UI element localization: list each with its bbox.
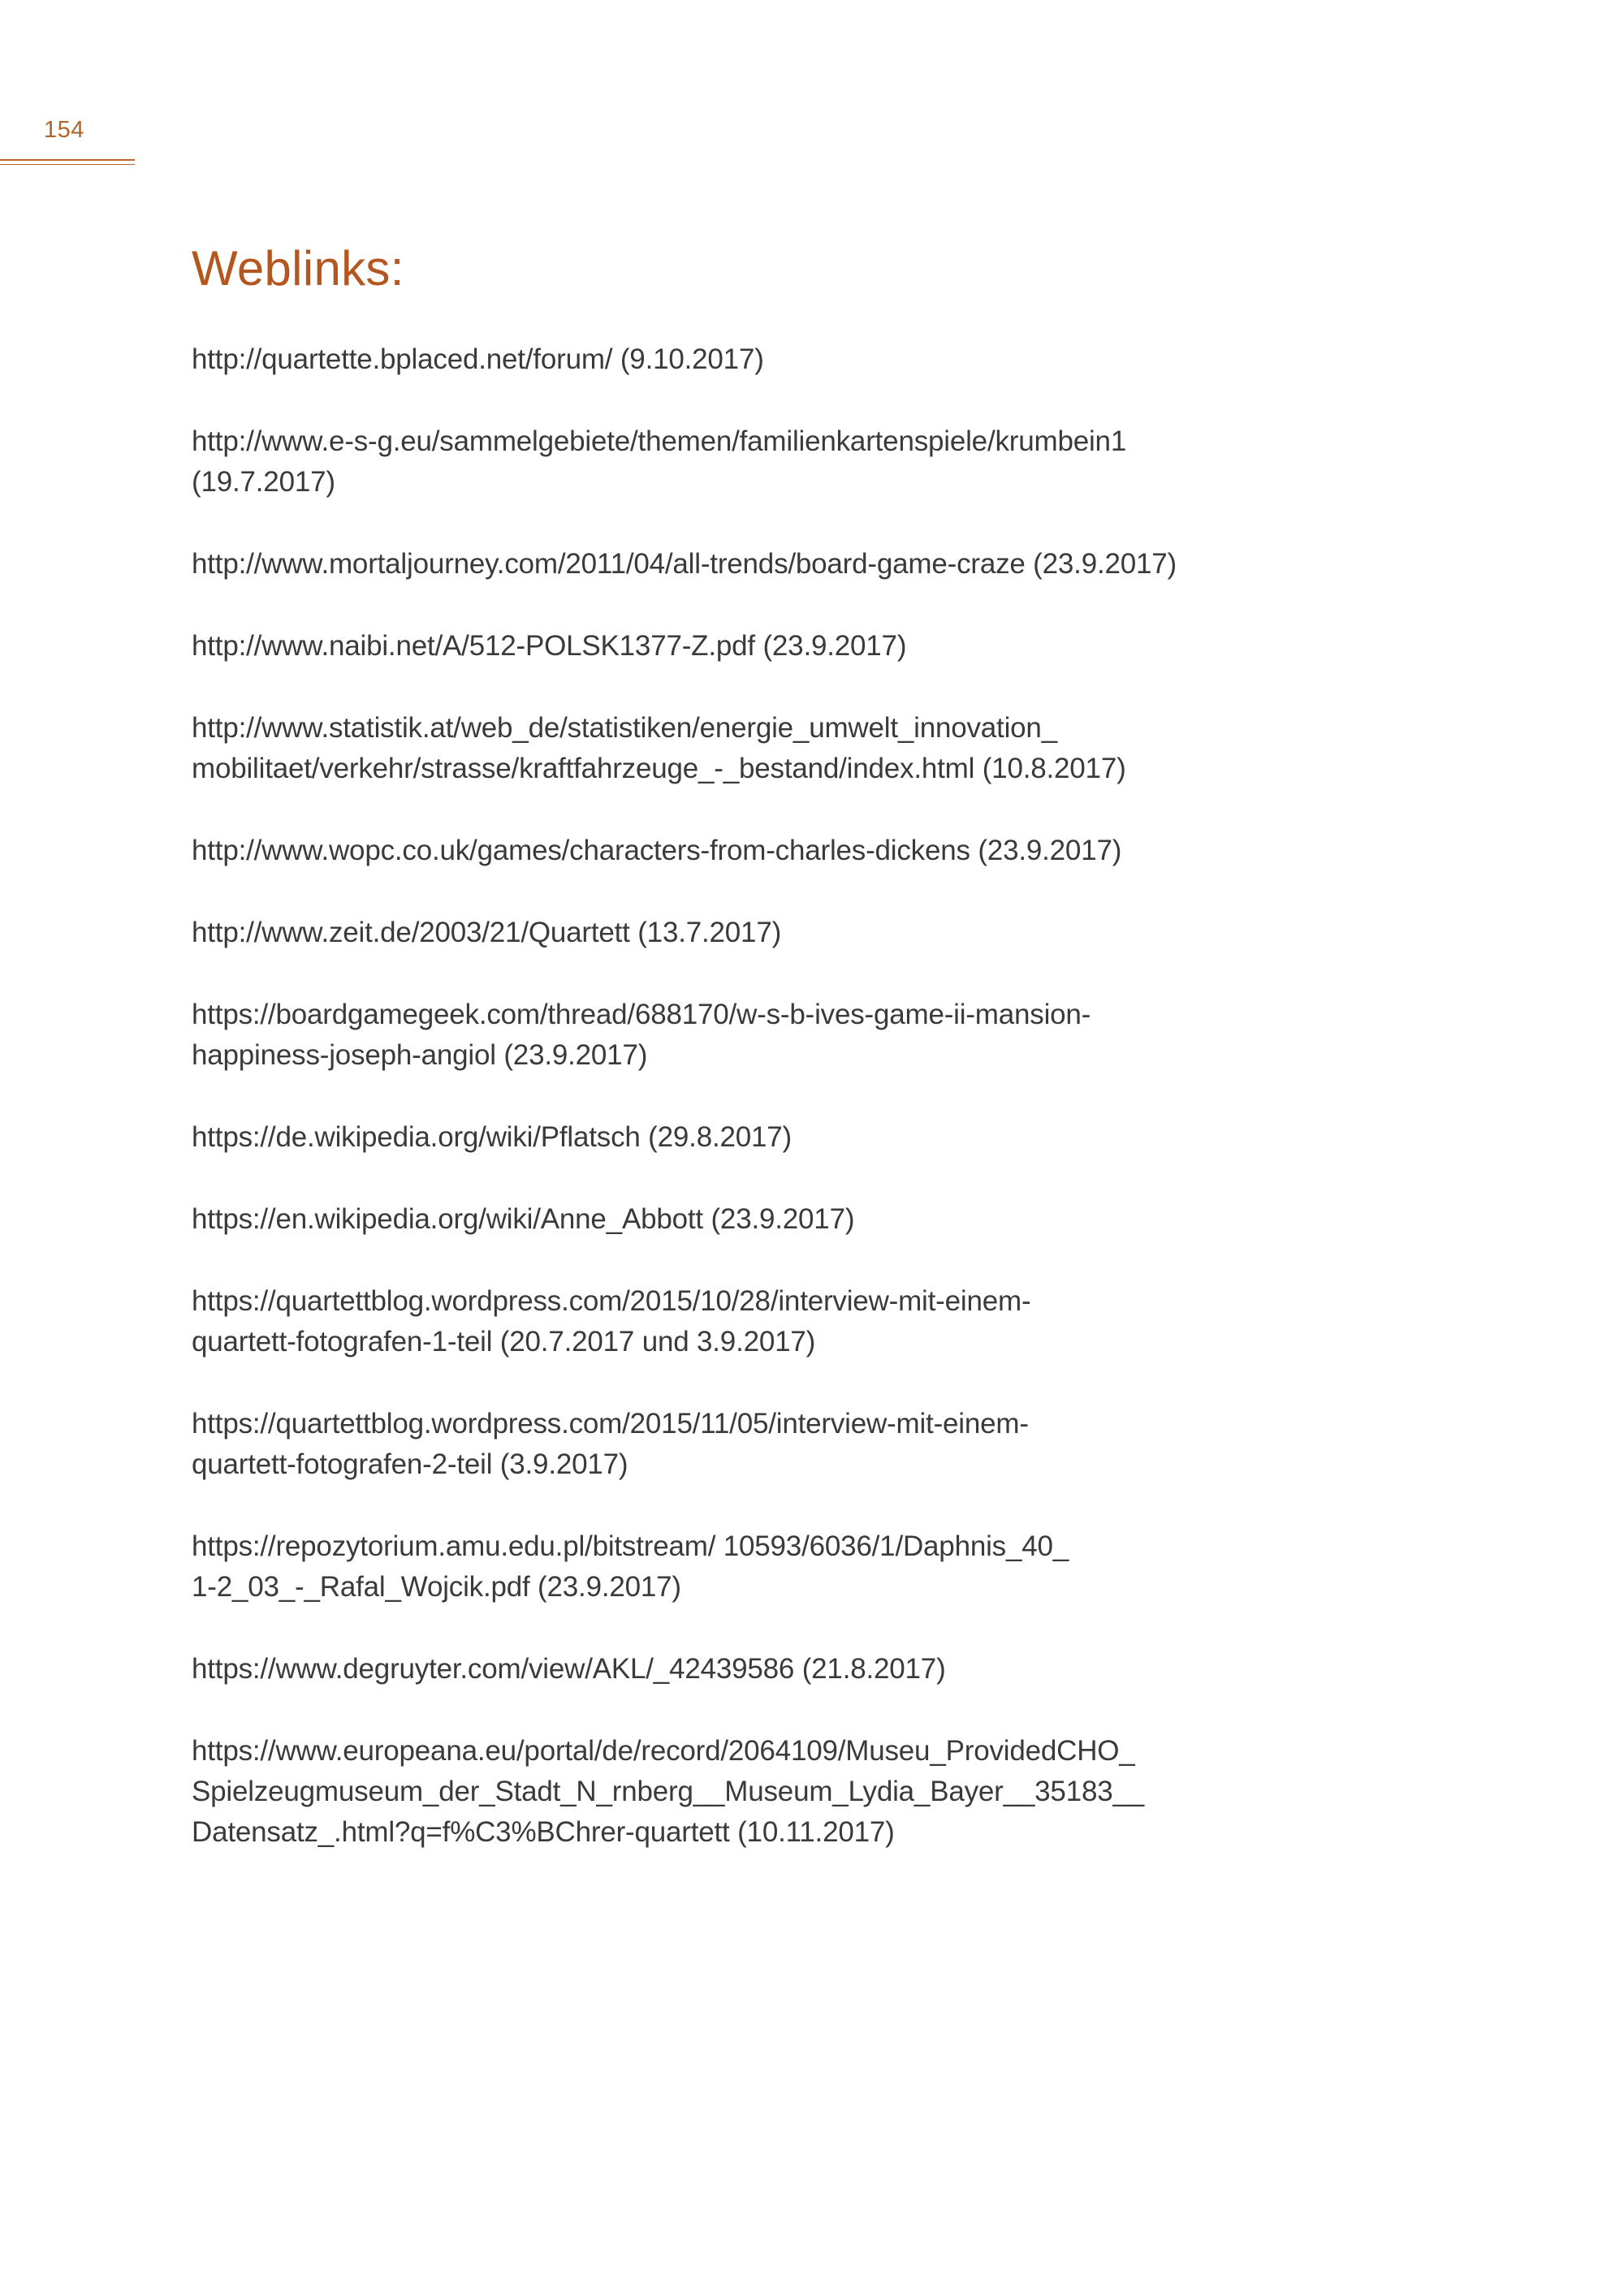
weblink-entry [192, 339, 1572, 380]
weblink-entry [192, 831, 1572, 871]
weblinks-list [192, 339, 1572, 1894]
weblink-entry [192, 626, 1572, 667]
weblink-line: https://boardgamegeek.com/thread/688170/w-s-b-ives-game-ii-mansion- [192, 999, 1091, 1030]
weblink-entry [192, 913, 1572, 953]
weblink-line: http://www.naibi.net/A/512-POLSK1377-Z.pdf (23.9.2017) [192, 630, 907, 662]
header-rule-secondary [0, 164, 135, 165]
section-heading: Weblinks: [192, 241, 404, 296]
weblink-line: https://en.wikipedia.org/wiki/Anne_Abbott (23.9.2017) [192, 1203, 855, 1235]
weblink-line: http://www.e-s-g.eu/sammelgebiete/themen/familienkartenspiele/krumbein1 [192, 425, 1127, 457]
weblink-line: http://www.zeit.de/2003/21/Quartett (13.7.2017) [192, 917, 782, 948]
weblink-line: http://www.mortaljourney.com/2011/04/all-trends/board-game-craze (23.9.2017) [192, 548, 1177, 580]
weblink-line: (19.7.2017) [192, 466, 335, 498]
weblink-line: 1-2_03_-_Rafal_Wojcik.pdf (23.9.2017) [192, 1571, 681, 1603]
weblink-line: mobilitaet/verkehr/strasse/kraftfahrzeuge_-_bestand/index.html (10.8.2017) [192, 753, 1126, 784]
weblink-line: quartett-fotografen-2-teil (3.9.2017) [192, 1448, 628, 1480]
weblink-line: Spielzeugmuseum_der_Stadt_N_rnberg__Museum_Lydia_Bayer__35183__ [192, 1776, 1145, 1807]
weblink-line: http://quartette.bplaced.net/forum/ (9.10.2017) [192, 343, 764, 375]
weblink-line: https://quartettblog.wordpress.com/2015/10/28/interview-mit-einem- [192, 1285, 1031, 1317]
weblink-line: https://www.europeana.eu/portal/de/record/2064109/Museu_ProvidedCHO_ [192, 1735, 1135, 1767]
weblink-entry [192, 1526, 1572, 1608]
page-number: 154 [44, 117, 84, 143]
weblink-entry [192, 1404, 1572, 1485]
weblink-line: https://repozytorium.amu.edu.pl/bitstream/ 10593/6036/1/Daphnis_40_ [192, 1530, 1069, 1562]
weblink-line: https://www.degruyter.com/view/AKL/_42439586 (21.8.2017) [192, 1653, 946, 1685]
weblink-entry [192, 421, 1572, 503]
weblink-entry [192, 1199, 1572, 1240]
weblink-entry [192, 1281, 1572, 1362]
weblink-line: Datensatz_.html?q=f%C3%BChrer-quartett (10.11.2017) [192, 1816, 895, 1848]
weblink-entry [192, 708, 1572, 789]
weblink-entry [192, 1649, 1572, 1690]
weblink-entry [192, 1117, 1572, 1158]
weblink-entry [192, 544, 1572, 585]
weblink-line: http://www.statistik.at/web_de/statistiken/energie_umwelt_innovation_ [192, 712, 1057, 744]
header-rule [0, 159, 135, 161]
weblink-entry [192, 995, 1572, 1076]
weblink-line: http://www.wopc.co.uk/games/characters-from-charles-dickens (23.9.2017) [192, 835, 1122, 866]
weblink-line: https://de.wikipedia.org/wiki/Pflatsch (29.8.2017) [192, 1121, 792, 1153]
weblink-line: quartett-fotografen-1-teil (20.7.2017 und 3.9.2017) [192, 1326, 816, 1358]
weblink-entry [192, 1731, 1572, 1853]
weblink-line: happiness-joseph-angiol (23.9.2017) [192, 1039, 648, 1071]
weblink-line: https://quartettblog.wordpress.com/2015/11/05/interview-mit-einem- [192, 1408, 1029, 1440]
